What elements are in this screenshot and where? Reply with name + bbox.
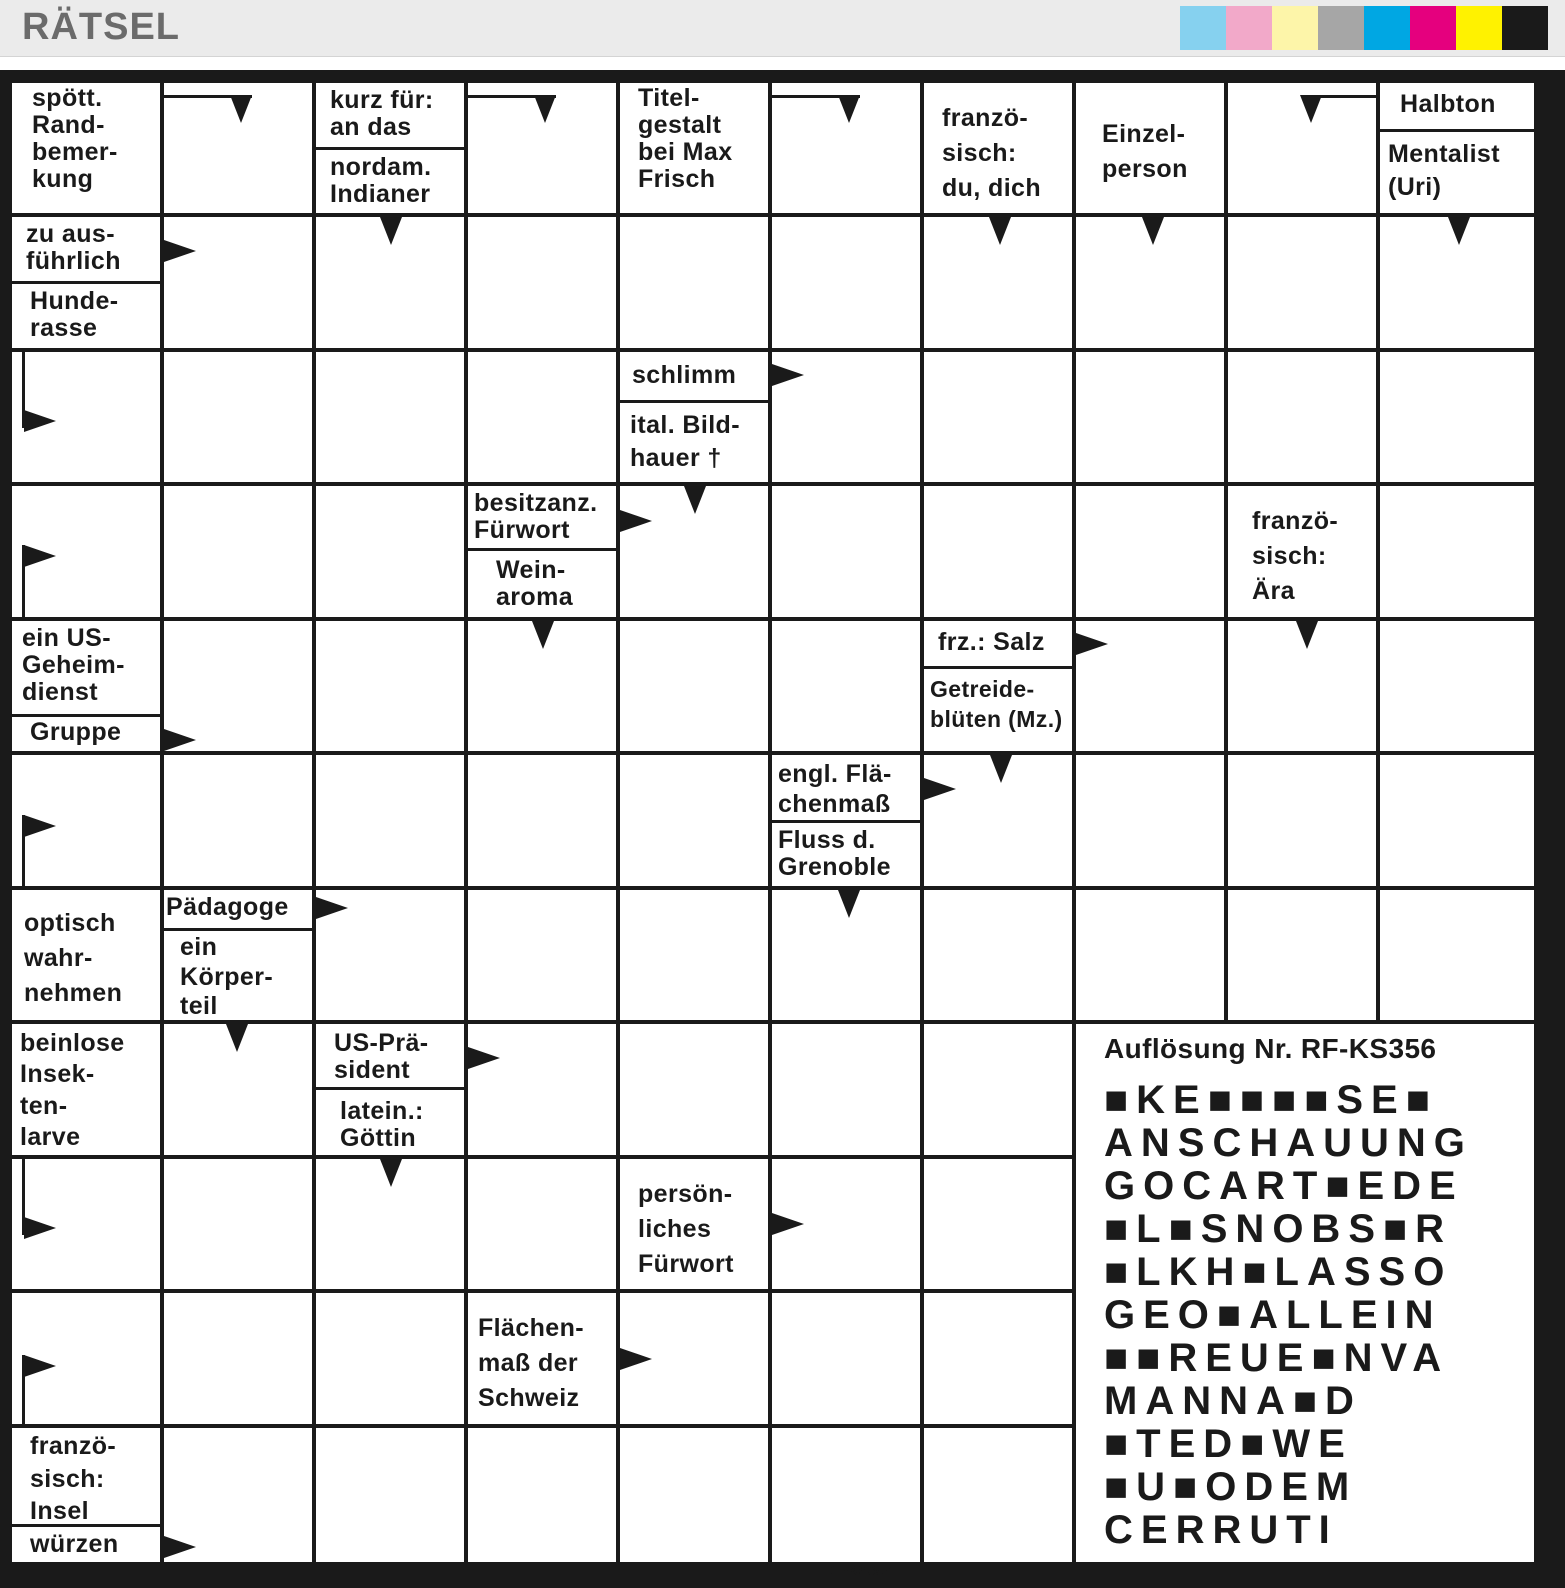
answer-cell[interactable]	[316, 1293, 464, 1424]
answer-cell[interactable]	[316, 486, 464, 617]
clue-text: Halbton	[1400, 90, 1496, 118]
arrow-right-icon	[164, 1536, 196, 1558]
answer-cell[interactable]	[1380, 486, 1534, 617]
arrow-down-icon	[380, 1159, 402, 1187]
answer-cell[interactable]	[1076, 890, 1224, 1020]
answer-cell[interactable]	[620, 217, 768, 348]
answer-cell[interactable]	[164, 352, 312, 482]
answer-cell[interactable]	[1380, 890, 1534, 1020]
puzzle-code: RF-KS357	[825, 1562, 892, 1578]
answer-cell[interactable]	[468, 1428, 616, 1562]
arrow-right-icon	[620, 1348, 652, 1370]
answer-cell[interactable]	[1076, 486, 1224, 617]
answer-cell[interactable]	[164, 1293, 312, 1424]
clue-cell-zu-aus	[12, 217, 160, 281]
solution-row: ■L■SNOBS■R	[1104, 1207, 1453, 1251]
clue-cell-wuerzen	[12, 1527, 160, 1562]
solution-row: ■LKH■LASSO	[1104, 1250, 1453, 1294]
answer-cell[interactable]	[620, 890, 768, 1020]
arrow-down-icon	[990, 755, 1012, 783]
arrow-down-icon	[532, 621, 554, 649]
answer-cell[interactable]	[1380, 352, 1534, 482]
arrow-right-icon	[468, 1047, 500, 1069]
page-title: RÄTSEL	[22, 6, 180, 48]
answer-cell[interactable]	[468, 890, 616, 1020]
answer-cell[interactable]	[468, 352, 616, 482]
clue-cell-frz-salz	[924, 621, 1072, 666]
clue-cell-us-geheim	[12, 621, 160, 714]
solution-row: ■TED■WE	[1104, 1422, 1353, 1466]
answer-cell[interactable]	[924, 1293, 1072, 1424]
clue-cell-wein	[468, 551, 616, 617]
clue-cell-hunde	[12, 284, 160, 348]
clue-cell-franz-insel	[12, 1428, 160, 1524]
arrow-down-icon	[989, 217, 1011, 245]
answer-cell[interactable]	[316, 1428, 464, 1562]
arrow-right-icon	[772, 364, 804, 386]
clue-text: würzen	[30, 1530, 119, 1558]
clue-text: optisch wahr- nehmen	[24, 909, 123, 1007]
clue-cell-persoen	[620, 1159, 768, 1289]
arrow-right-icon	[164, 240, 196, 262]
swatch-magenta	[1410, 6, 1456, 50]
answer-cell[interactable]	[772, 486, 920, 617]
clue-text: zu aus- führlich	[26, 220, 121, 275]
swatch-yellow	[1456, 6, 1502, 50]
clue-cell-latein	[316, 1090, 464, 1155]
solution-row: ■■REUE■NVA	[1104, 1336, 1450, 1380]
clue-cell-titel	[620, 83, 768, 213]
swatch-black	[1502, 6, 1548, 50]
clue-text: kurz für: an das	[330, 86, 434, 141]
clue-text: persön- liches Fürwort	[638, 1180, 734, 1278]
solution-row: ■U■ODEM	[1104, 1465, 1358, 1509]
clue-text: frz.: Salz	[938, 628, 1045, 656]
answer-cell[interactable]	[468, 755, 616, 886]
arrow-right-icon	[1076, 633, 1108, 655]
answer-cell[interactable]	[1228, 217, 1376, 348]
answer-cell[interactable]	[1228, 890, 1376, 1020]
answer-cell[interactable]	[772, 217, 920, 348]
answer-cell[interactable]	[164, 217, 312, 348]
solution-row: GEO■ALLEIN	[1104, 1293, 1442, 1337]
clue-cell-beinlose	[12, 1024, 160, 1155]
solution-row: MANNA■D	[1104, 1379, 1362, 1423]
arrow-down-icon	[1448, 217, 1470, 245]
answer-cell[interactable]	[772, 1024, 920, 1155]
answer-cell[interactable]	[620, 621, 768, 751]
solution-row: CERRUTI	[1104, 1508, 1338, 1552]
arrow-down-icon	[1296, 621, 1318, 649]
clue-text: ein US- Geheim- dienst	[22, 624, 125, 706]
swatch-light-cyan	[1180, 6, 1226, 50]
clue-cell-franz-du	[924, 83, 1072, 213]
clue-text: schlimm	[632, 361, 737, 389]
answer-cell[interactable]	[316, 352, 464, 482]
answer-cell[interactable]	[772, 1428, 920, 1562]
arrow-right-icon	[316, 897, 348, 919]
arrow-down-icon	[1300, 95, 1322, 123]
clue-cell-engl	[772, 755, 920, 820]
clue-cell-us-praes	[316, 1024, 464, 1087]
arrow-down-icon	[838, 95, 860, 123]
arrow-down-icon	[1142, 217, 1164, 245]
answer-cell[interactable]	[924, 1428, 1072, 1562]
clue-text: Wein- aroma	[496, 556, 574, 611]
clue-cell-nordam	[316, 150, 464, 213]
arrow-down-icon	[230, 95, 252, 123]
clue-text: ital. Bild- hauer †	[630, 411, 740, 472]
answer-cell[interactable]	[316, 755, 464, 886]
arrow-right-icon	[772, 1213, 804, 1235]
clue-text: Fluss d. Grenoble	[778, 826, 891, 881]
clue-text: spött. Rand- bemer- kung	[32, 84, 118, 193]
solution-row: ANSCHAUUNG	[1104, 1121, 1473, 1165]
clue-text: engl. Flä- chenmaß	[778, 760, 892, 818]
clue-cell-einzel	[1076, 83, 1224, 213]
clue-cell-paed	[164, 890, 312, 928]
clue-text: Getreide- blüten (Mz.)	[930, 676, 1063, 732]
answer-cell[interactable]	[924, 352, 1072, 482]
swatch-light-yellow	[1272, 6, 1318, 50]
answer-cell[interactable]	[468, 1024, 616, 1155]
answer-cell[interactable]	[924, 1159, 1072, 1289]
clue-text: US-Prä- sident	[334, 1029, 429, 1084]
clue-cell-mentalist	[1380, 132, 1534, 213]
answer-cell[interactable]	[1228, 352, 1376, 482]
answer-cell[interactable]	[1380, 755, 1534, 886]
arrow-down-icon	[380, 217, 402, 245]
clue-cell-fluss	[772, 823, 920, 886]
answer-cell[interactable]	[468, 1159, 616, 1289]
solution-row: ■KE■■■■SE■	[1104, 1078, 1438, 1122]
clue-text: Hunde- rasse	[30, 287, 119, 342]
clue-cell-kurz	[316, 83, 464, 147]
clue-text: Pädagoge	[166, 893, 289, 921]
answer-cell[interactable]	[468, 217, 616, 348]
clue-text: ein Körper- teil	[180, 933, 274, 1020]
clue-text: Mentalist (Uri)	[1388, 140, 1500, 201]
clue-text: Gruppe	[30, 718, 122, 746]
clue-text: besitzanz. Fürwort	[474, 489, 598, 544]
answer-cell[interactable]	[924, 486, 1072, 617]
arrow-right-icon	[24, 1217, 56, 1239]
clue-text: Einzel- person	[1102, 120, 1188, 183]
clue-cell-koerper	[164, 931, 312, 1020]
header-bar	[0, 0, 1565, 57]
arrow-right-icon	[24, 545, 56, 567]
answer-cell[interactable]	[772, 621, 920, 751]
clue-cell-ital	[620, 403, 768, 482]
clue-cell-halbton	[1380, 83, 1534, 129]
arrow-right-icon	[924, 778, 956, 800]
clue-cell-optisch	[12, 890, 160, 1020]
clue-cell-getreide	[924, 669, 1072, 751]
answer-cell[interactable]	[164, 486, 312, 617]
arrow-right-icon	[24, 1355, 56, 1377]
answer-cell[interactable]	[620, 1428, 768, 1562]
answer-cell[interactable]	[1076, 352, 1224, 482]
clue-cell-schlimm	[620, 352, 768, 400]
arrow-down-icon	[684, 486, 706, 514]
arrow-right-icon	[24, 815, 56, 837]
answer-cell[interactable]	[164, 755, 312, 886]
clue-cell-gruppe	[12, 717, 160, 751]
arrow-right-icon	[24, 410, 56, 432]
answer-cell[interactable]	[924, 1024, 1072, 1155]
answer-cell[interactable]	[1380, 621, 1534, 751]
answer-cell[interactable]	[1228, 755, 1376, 886]
color-calibration-bar	[1180, 6, 1548, 50]
solution-row: GOCART■EDE	[1104, 1164, 1464, 1208]
swatch-light-magenta	[1226, 6, 1272, 50]
clue-cell-franz-aera	[1228, 486, 1376, 617]
solution-title: Auflösung Nr. RF-KS356	[1104, 1033, 1437, 1064]
arrow-right-icon	[620, 510, 652, 532]
clue-text: franzö- sisch: Insel	[30, 1432, 117, 1525]
arrow-right-icon	[164, 729, 196, 751]
clue-text: Titel- gestalt bei Max Frisch	[638, 84, 733, 193]
answer-cell[interactable]	[164, 1159, 312, 1289]
answer-cell[interactable]	[924, 890, 1072, 1020]
clue-cell-spoett	[12, 83, 160, 213]
answer-cell[interactable]	[772, 1293, 920, 1424]
arrow-down-icon	[226, 1024, 248, 1052]
arrow-down-icon	[838, 890, 860, 918]
swatch-grey	[1318, 6, 1364, 50]
solution-panel	[1076, 1024, 1534, 1562]
clue-text: latein.: Göttin	[340, 1097, 424, 1152]
swatch-cyan	[1364, 6, 1410, 50]
answer-cell[interactable]	[620, 755, 768, 886]
clue-text: franzö- sisch: Ära	[1252, 507, 1339, 605]
clue-text: Flächen- maß der Schweiz	[478, 1314, 584, 1412]
arrow-down-icon	[534, 95, 556, 123]
clue-text: nordam. Indianer	[330, 153, 432, 208]
answer-cell[interactable]	[620, 1024, 768, 1155]
clue-text: franzö- sisch: du, dich	[942, 104, 1042, 202]
clue-text: beinlose Insek- ten- larve	[20, 1029, 125, 1151]
clue-cell-besitz	[468, 486, 616, 548]
answer-cell[interactable]	[1076, 755, 1224, 886]
clue-cell-flaechen	[468, 1293, 616, 1424]
answer-cell[interactable]	[316, 621, 464, 751]
